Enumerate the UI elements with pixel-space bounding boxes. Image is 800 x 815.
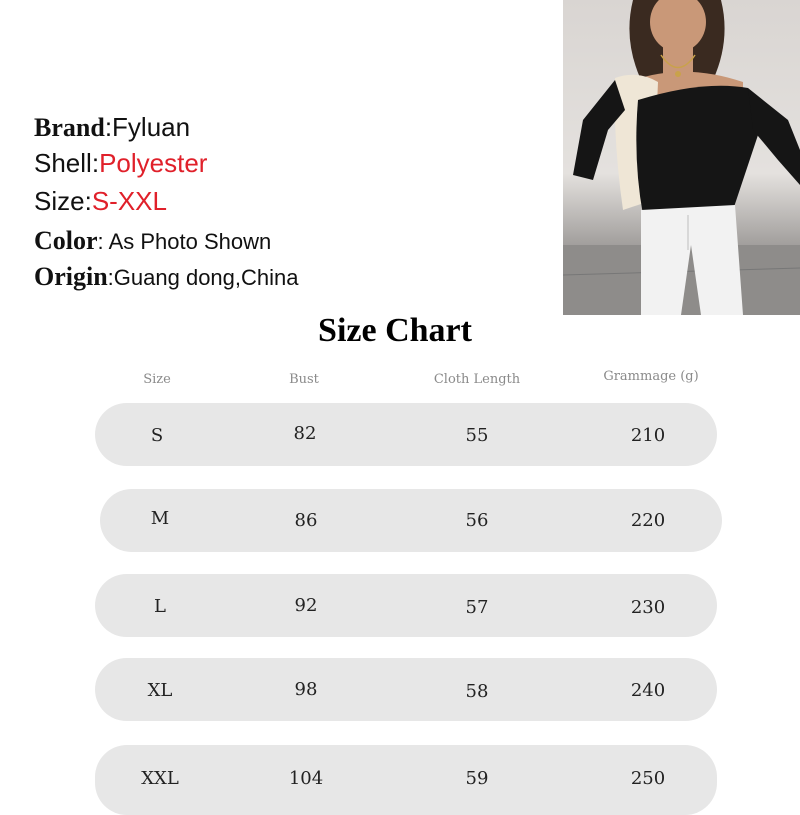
model-illustration (563, 0, 800, 315)
table-row (95, 403, 717, 466)
cell-cloth-length: 57 (465, 597, 489, 618)
table-row (95, 658, 717, 721)
spec-color-value: As Photo Shown (103, 229, 272, 254)
cell-bust: 92 (294, 595, 318, 616)
spec-origin-value: Guang dong,China (113, 265, 299, 290)
spec-shell-value: Polyester (99, 148, 208, 178)
column-header-cloth-length: Cloth Length (433, 372, 521, 387)
table-row (95, 745, 717, 815)
spec-color-label: Color (34, 226, 98, 255)
cell-grammage: 210 (630, 425, 666, 446)
cell-size: L (154, 596, 166, 617)
cell-size: XL (147, 680, 173, 701)
cell-size: M (150, 508, 170, 529)
spec-origin-label: Origin (34, 262, 108, 291)
spec-size-value: S-XXL (91, 186, 167, 216)
spec-brand-label: Brand (34, 113, 105, 142)
table-row (95, 574, 717, 637)
spec-size: Size:S-XXL (34, 186, 167, 216)
cell-bust: 86 (294, 510, 318, 531)
cell-bust: 82 (293, 423, 317, 444)
cell-cloth-length: 58 (465, 681, 489, 702)
cell-size: XXL (141, 768, 179, 789)
cell-bust: 98 (294, 679, 318, 700)
cell-grammage: 230 (630, 597, 666, 618)
column-header-size: Size (143, 372, 171, 387)
cell-bust: 104 (288, 768, 324, 789)
spec-brand-value: Fyluan (112, 112, 191, 142)
cell-size: S (150, 425, 164, 446)
cell-cloth-length: 59 (465, 768, 489, 789)
spec-color: Color: As Photo Shown (34, 226, 272, 255)
spec-shell-label: Shell (34, 148, 92, 178)
spec-size-label: Size (34, 186, 85, 216)
spec-shell: Shell:Polyester (34, 148, 208, 178)
size-chart-title: Size Chart (318, 312, 472, 349)
column-header-bust: Bust (289, 372, 319, 387)
cell-grammage: 220 (630, 510, 666, 531)
cell-grammage: 240 (630, 680, 666, 701)
cell-cloth-length: 55 (465, 425, 489, 446)
table-row (100, 489, 722, 552)
cell-grammage: 250 (630, 768, 666, 789)
spec-origin: Origin:Guang dong,China (34, 262, 299, 291)
product-photo (563, 0, 800, 315)
column-header-grammage: Grammage (g) (603, 369, 699, 384)
spec-brand: Brand:Fyluan (34, 112, 191, 142)
cell-cloth-length: 56 (465, 510, 489, 531)
